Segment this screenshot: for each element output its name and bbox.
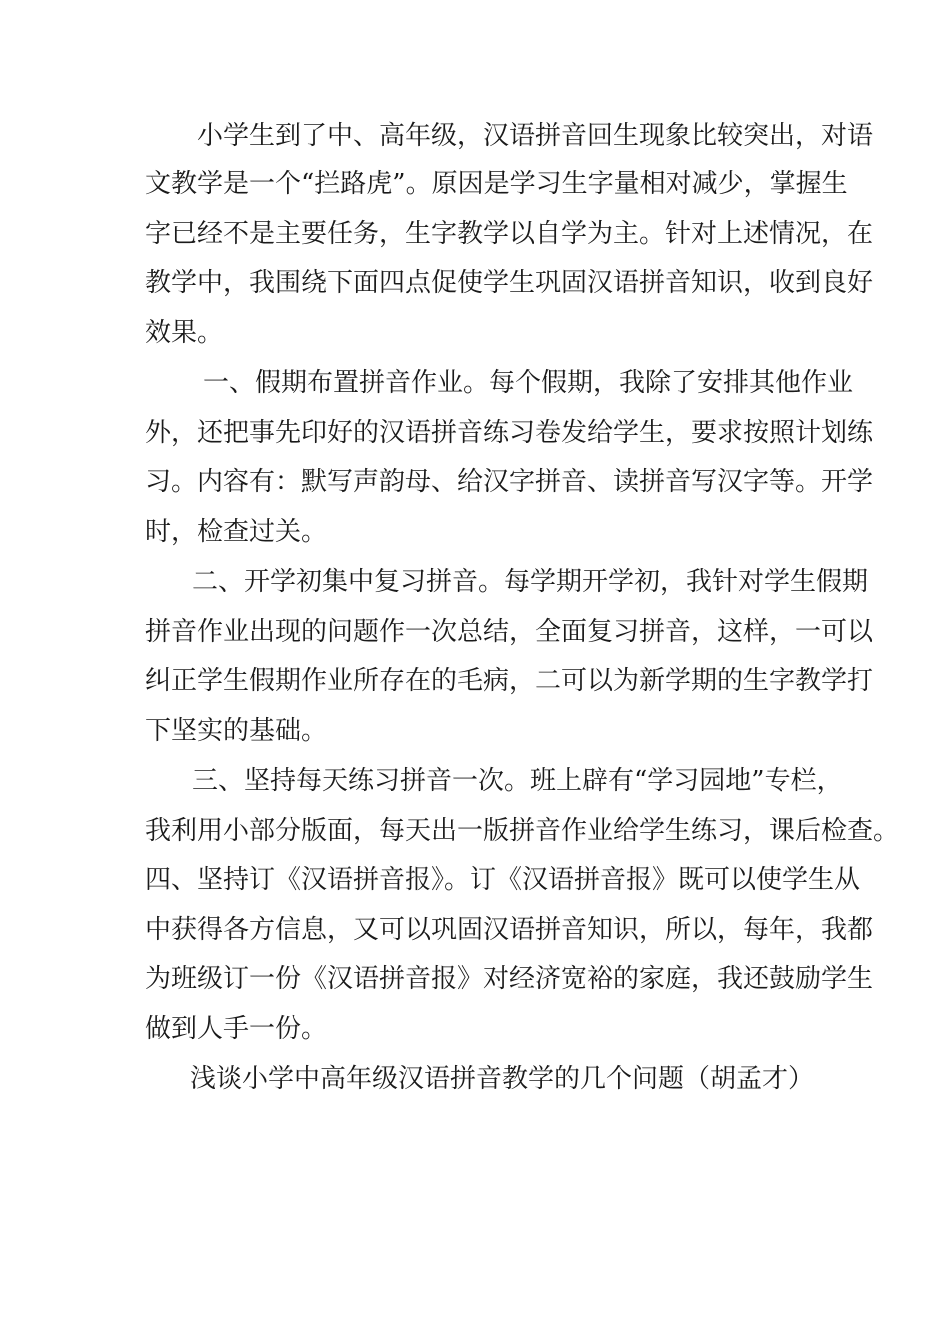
paragraph-3-line-4: 下坚实的基础。 xyxy=(145,716,328,746)
paragraph-2-line-1: 一、假期布置拼音作业。每个假期，我除了安排其他作业 xyxy=(203,368,854,398)
paragraph-2-line-3: 习。内容有：默写声韵母、给汉字拼音、读拼音写汉字等。开学 xyxy=(145,467,874,497)
paragraph-4-line-2: 我利用小部分版面，每天出一版拼音作业给学生练习，课后检查。 xyxy=(145,816,900,846)
paragraph-3-line-2: 拼音作业出现的问题作一次总结，全面复习拼音，这样，一可以 xyxy=(145,617,874,647)
paragraph-4-line-6: 做到人手一份。 xyxy=(145,1014,328,1044)
paragraph-1-line-1: 小学生到了中、高年级，汉语拼音回生现象比较突出，对语 xyxy=(197,121,874,151)
article-title: 浅谈小学中高年级汉语拼音教学的几个问题（胡孟才） xyxy=(190,1064,815,1094)
paragraph-2-line-2: 外，还把事先印好的汉语拼音练习卷发给学生，要求按照计划练 xyxy=(145,418,874,448)
paragraph-3-line-1: 二、开学初集中复习拼音。每学期开学初，我针对学生假期 xyxy=(192,567,869,597)
paragraph-4-line-4: 中获得各方信息，又可以巩固汉语拼音知识，所以，每年，我都 xyxy=(145,915,874,945)
paragraph-1-line-2: 文教学是一个“拦路虎”。原因是学习生字量相对减少，掌握生 xyxy=(145,169,848,199)
paragraph-1-line-5: 效果。 xyxy=(145,318,224,348)
paragraph-2-line-4: 时，检查过关。 xyxy=(145,517,328,547)
paragraph-3-line-3: 纠正学生假期作业所存在的毛病，二可以为新学期的生字教学打 xyxy=(145,666,874,696)
paragraph-4-line-1: 三、坚持每天练习拼音一次。班上辟有“学习园地”专栏， xyxy=(192,766,843,796)
paragraph-4-line-3: 四、坚持订《汉语拼音报》。订《汉语拼音报》既可以使学生从 xyxy=(145,865,861,895)
paragraph-1-line-4: 教学中，我围绕下面四点促使学生巩固汉语拼音知识，收到良好 xyxy=(145,268,874,298)
paragraph-4-line-5: 为班级订一份《汉语拼音报》对经济宽裕的家庭，我还鼓励学生 xyxy=(145,964,874,994)
paragraph-1-line-3: 字已经不是主要任务，生字教学以自学为主。针对上述情况，在 xyxy=(145,219,874,249)
